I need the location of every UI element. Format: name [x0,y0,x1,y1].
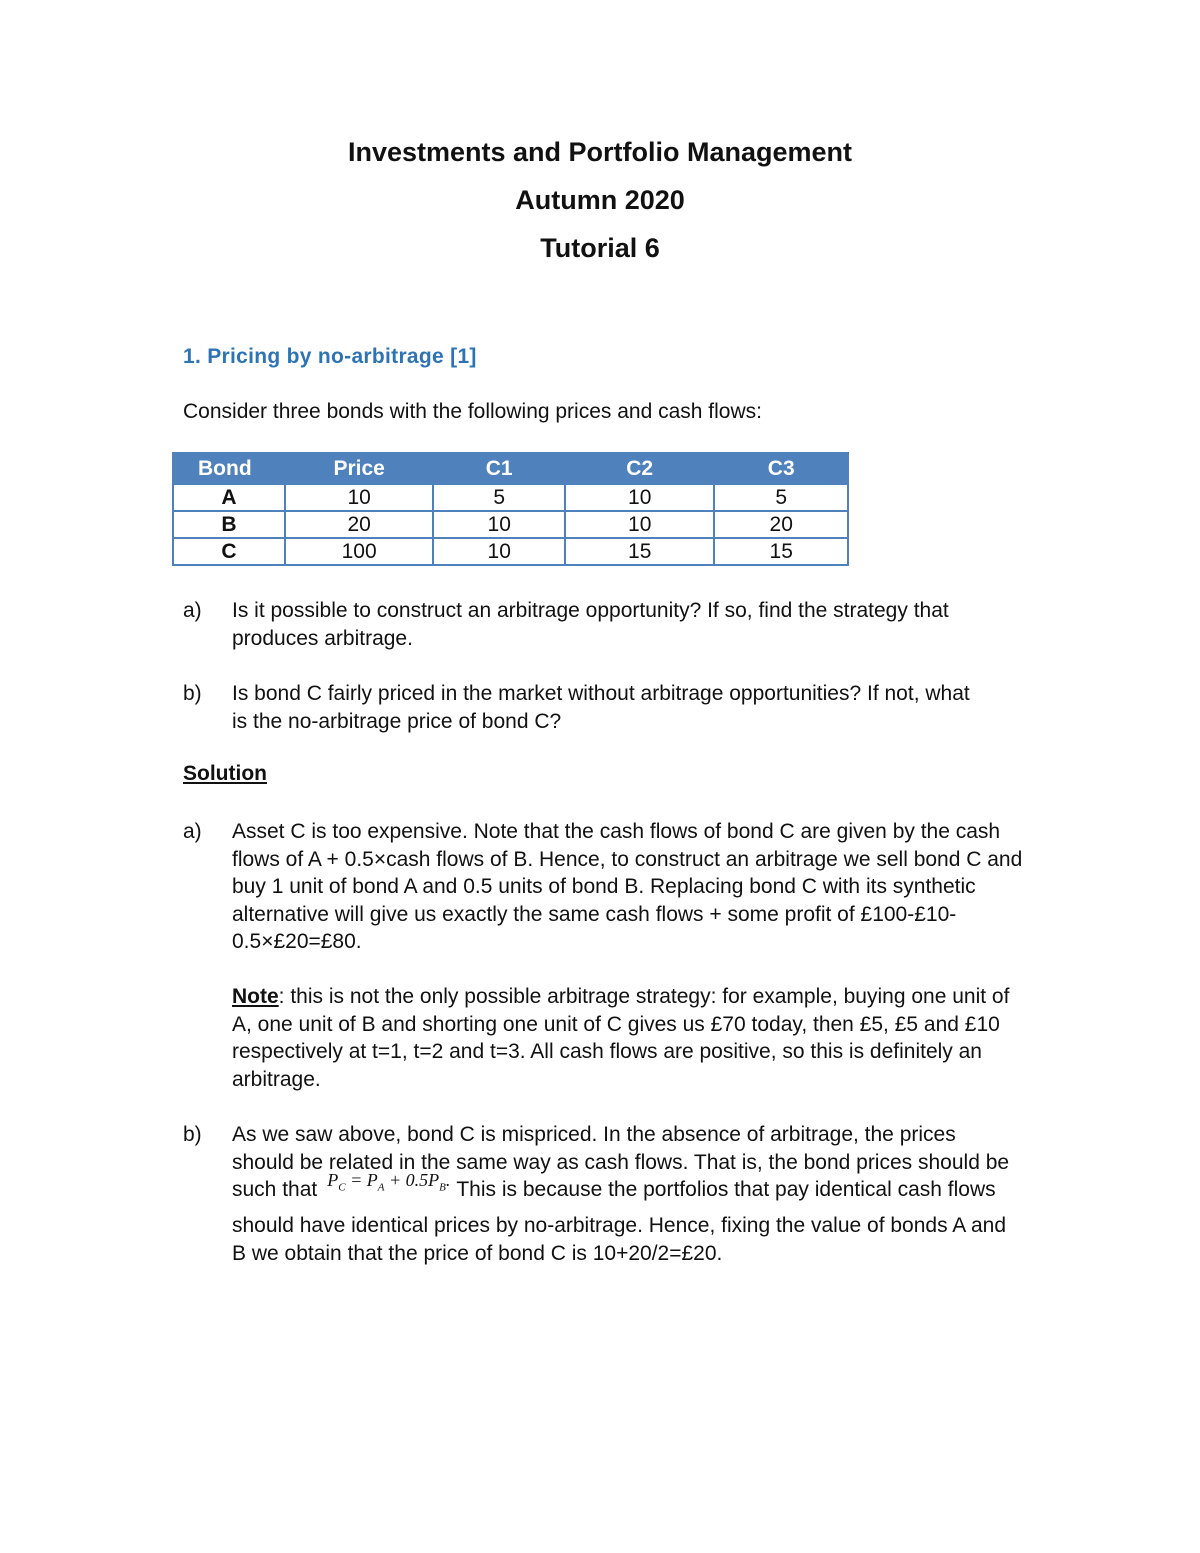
solution-a-text: Asset C is too expensive. Note that the cash flows of bond C are given by the cash flows of A + 0.5×cash flows of B. Hence, to construct an arbitrage we sell bond C and buy 1 unit of bond A and 0.5 units of bond B. Replacing bond C with its synthetic alternative will give us exactly the same cash flows + some profit of £100-£10-0.5×£20=£80. [232,820,1023,953]
solution-a-label: a) [183,820,202,843]
header-c3: C3 [714,453,848,484]
solution-b-text-after: This is because the portfolios that pay identical cash flows should have identical prices by no-arbitrage. Hence, fixing the value of bonds A and B we obtain that the price of bond C is 10+20/2=£20. [232,1178,1006,1265]
header-price: Price [285,453,434,484]
question-a [183,597,1013,652]
note-paragraph [183,983,1023,1093]
note-label: Note [232,985,279,1008]
bond-cell: B [173,511,285,538]
c2-cell: 10 [565,511,714,538]
bond-cell: C [173,538,285,565]
c1-cell: 5 [433,484,565,511]
document-title [0,128,1200,272]
table-row [173,538,848,565]
solution-b-label: b) [183,1123,202,1146]
solution-b-text-before: As we saw above, bond C is mispriced. In the absence of arbitrage, the prices should be related in the same way as cash flows. That is, the bond prices should be such that [232,1123,1010,1201]
table-row [173,484,848,511]
question-b [183,680,983,735]
header-c2: C2 [565,453,714,484]
section-heading: 1. Pricing by no-arbitrage [1] [183,345,477,368]
c1-cell: 10 [433,538,565,565]
table-header-row [173,453,848,484]
question-a-text: Is it possible to construct an arbitrage opportunity? If so, find the strategy that produces arbitrage. [232,599,949,650]
question-a-label: a) [183,599,202,622]
c3-cell: 5 [714,484,848,511]
header-c1: C1 [433,453,565,484]
bonds-table [172,452,849,566]
c3-cell: 15 [714,538,848,565]
question-b-label: b) [183,682,202,705]
bond-cell: A [173,484,285,511]
no-arbitrage-formula: $P_C = P_A + 0.5P_B$. [327,1170,451,1194]
c2-cell: 10 [565,484,714,511]
solution-a [183,818,1023,956]
course-title: Investments and Portfolio Management [347,137,853,167]
c2-cell: 15 [565,538,714,565]
solution-heading: Solution [183,762,267,785]
solution-b [183,1121,1023,1267]
tutorial-title: Tutorial 6 [540,233,660,263]
intro-text: Consider three bonds with the following prices and cash flows: [183,400,762,423]
c1-cell: 10 [433,511,565,538]
table-row [173,511,848,538]
price-cell: 100 [285,538,434,565]
price-cell: 20 [285,511,434,538]
note-text: : this is not the only possible arbitrage strategy: for example, buying one unit of A, one unit of B and shorting one unit of C gives us £70 today, then £5, £5 and £10 respectively at t=1, t=2 and t=3. All cash flows are positive, so this is definitely an arbitrage. [232,985,1010,1091]
c3-cell: 20 [714,511,848,538]
price-cell: 10 [285,484,434,511]
header-bond: Bond [173,453,285,484]
question-b-text: Is bond C fairly priced in the market without arbitrage opportunities? If not, what is the no-arbitrage price of bond C? [232,682,970,733]
term-title: Autumn 2020 [515,185,685,215]
